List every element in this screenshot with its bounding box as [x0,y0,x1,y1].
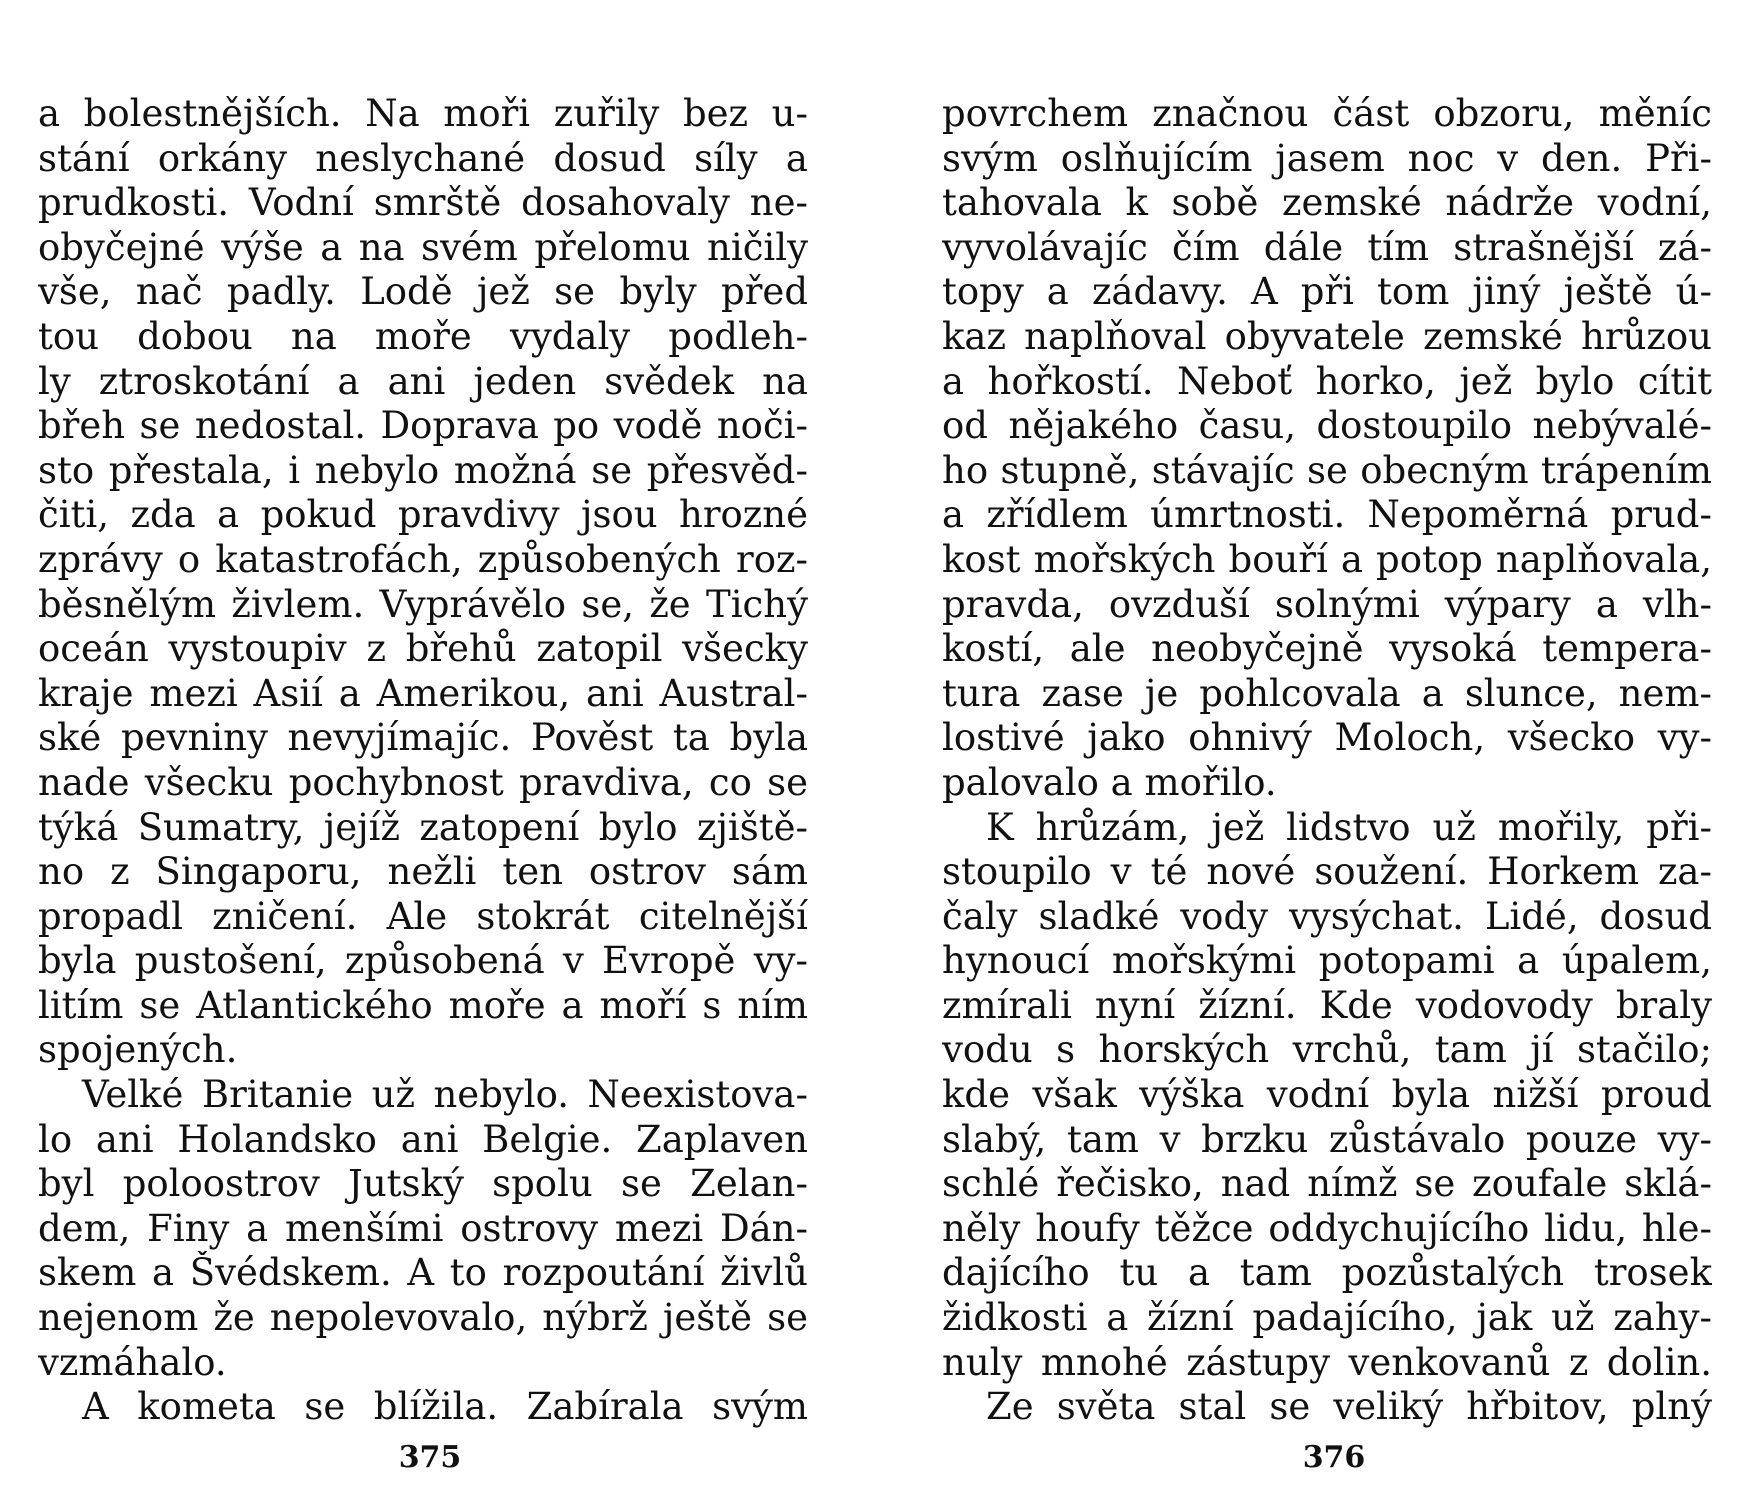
text-line: dajícího tu a tam pozůstalých trosek [942,1251,1712,1295]
text-line: pravda, ovzduší solnými výpary a vlh- [942,582,1712,626]
text-line: čiti, zda a pokud pravdivy jsou hrozné [38,493,808,537]
text-line: dem, Finy a menšími ostrovy mezi Dán- [38,1206,808,1250]
paragraph-end-line: palovalo a mořilo. [942,760,1277,804]
text-line: lo ani Holandsko ani Belgie. Zaplaven [38,1117,808,1161]
right-page [874,0,1712,1500]
paragraph-start-line: Velké Britanie už nebylo. Neexistova- [82,1073,808,1117]
text-line: oceán vystoupiv z břehů zatopil všecky [38,627,808,671]
text-line: slabý, tam v brzku zůstávalo pouze vy- [942,1117,1712,1161]
left-page [0,0,808,1500]
paragraph-start-line: K hrůzám, jež lidstvo už mořily, při- [986,805,1712,849]
paragraph-start-line: A kometa se blížila. Zabírala svým [82,1385,808,1429]
text-line: čaly sladké vody vysýchat. Lidé, dosud [942,894,1712,938]
text-line: kraje mezi Asií a Amerikou, ani Austral- [38,671,808,715]
text-line: byl poloostrov Jutský spolu se Zelan- [38,1162,808,1206]
text-line: břeh se nedostal. Doprava po vodě noči- [38,404,808,448]
text-line: židkosti a žízní padajícího, jak už zahy- [942,1296,1712,1340]
text-line: schlé řečisko, nad nímž se zoufale sklá- [942,1162,1712,1206]
text-line: něly houfy těžce oddychujícího lidu, hle- [942,1206,1712,1250]
right-text-column [942,92,1712,1430]
text-line: kde však výška vodní byla nižší proud [942,1073,1712,1117]
text-line: běsnělým živlem. Vyprávělo se, že Tichý [38,582,808,626]
text-line: vodu s horských vrchů, tam jí stačilo; [942,1028,1712,1072]
text-line: kost mořských bouří a potop naplňovala, [942,537,1712,581]
page-number: 375 [398,1440,462,1475]
text-line: tou dobou na moře vydaly podleh- [38,314,808,358]
paragraph-end-line: spojených. [38,1028,238,1072]
text-line: kostí, ale neobyčejně vysoká tempera- [942,627,1712,671]
text-line: no z Singaporu, nežli ten ostrov sám [38,850,808,894]
text-line: skem a Švédskem. A to rozpoutání živlů [38,1251,808,1295]
text-line: obyčejné výše a na svém přelomu ničily [38,225,808,269]
text-line: sto přestala, i nebylo možná se přesvěd- [38,448,808,492]
text-line: litím se Atlantického moře a moří s ním [38,983,808,1027]
text-line: tahovala k sobě zemské nádrže vodní, [942,181,1712,225]
paragraph-end-line: vzmáhalo. [38,1340,227,1384]
text-line: tura zase je pohlcovala a slunce, nem- [942,671,1712,715]
text-line: vše, nač padly. Lodě jež se byly před [38,270,808,314]
text-line: ly ztroskotání a ani jeden svědek na [38,359,808,403]
paragraph-start-line: Ze světa stal se veliký hřbitov, plný [986,1385,1712,1429]
text-line: a hořkostí. Neboť horko, jež bylo cítit [942,359,1712,403]
text-line: nuly mnohé zástupy venkovanů z dolin. [942,1340,1712,1384]
text-line: ské pevniny nevyjímajíc. Pověst ta byla [38,716,808,760]
text-line: nejenom že nepolevovalo, nýbrž ještě se [38,1296,808,1340]
text-line: lostivé jako ohnivý Moloch, všecko vy- [942,716,1712,760]
text-line: vyvolávajíc čím dále tím strašnější zá- [942,225,1712,269]
text-line: svým oslňujícím jasem noc v den. Při- [942,136,1712,180]
text-line: stání orkány neslychané dosud síly a [38,136,808,180]
text-line: zmírali nyní žízní. Kde vodovody braly [942,983,1712,1027]
text-line: nade všecku pochybnost pravdiva, co se [38,760,808,804]
text-line: kaz naplňoval obyvatele zemské hrůzou [942,314,1712,358]
left-text-column [38,92,808,1430]
text-line: stoupilo v té nové soužení. Horkem za- [942,850,1712,894]
text-line: hynoucí mořskými potopami a úpalem, [942,939,1712,983]
text-line: propadl zničení. Ale stokrát citelnější [38,894,808,938]
text-line: byla pustošení, způsobená v Evropě vy- [38,939,808,983]
text-line: prudkosti. Vodní smrště dosahovaly ne- [38,181,808,225]
text-line: zprávy o katastrofách, způsobených roz- [38,537,808,581]
text-line: ho stupně, stávajíc se obecným trápením [942,448,1712,492]
text-line: od nějakého času, dostoupilo nebývalé- [942,404,1712,448]
text-line: a zřídlem úmrtnosti. Nepoměrná prud- [942,493,1712,537]
text-line: týká Sumatry, jejíž zatopení bylo zjiště- [38,805,808,849]
page-number: 376 [1302,1440,1366,1475]
text-line: a bolestnějších. Na moři zuřily bez u- [38,92,808,135]
text-line: povrchem značnou část obzoru, měníc [942,92,1712,135]
text-line: topy a zádavy. A při tom jiný ještě ú- [942,270,1712,314]
